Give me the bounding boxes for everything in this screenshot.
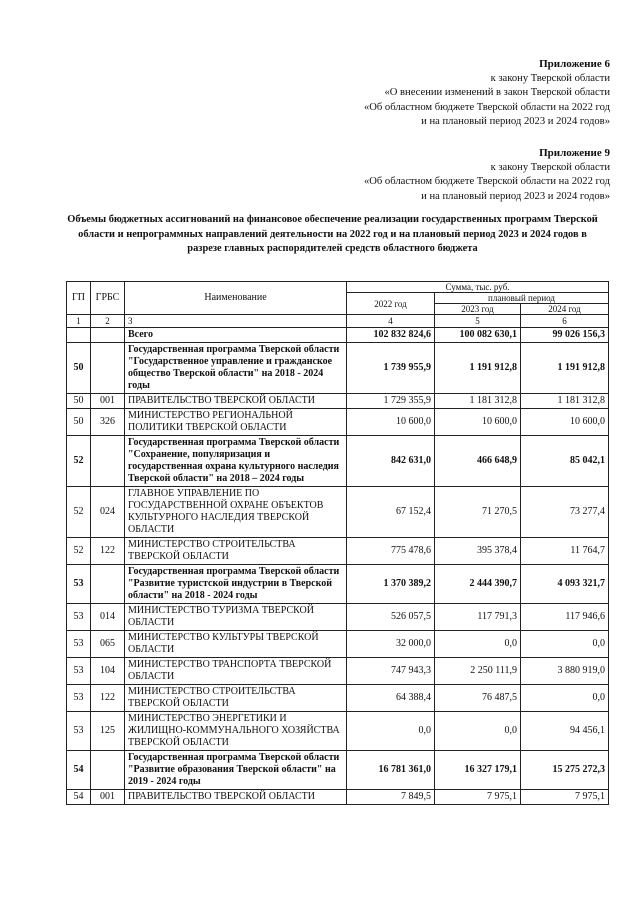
grbs-row	[67, 394, 609, 409]
appendix-9-line: и на плановый период 2023 и 2024 годов»	[421, 190, 610, 202]
row-2022: 526 057,5	[347, 604, 435, 631]
row-2022: 1 739 955,9	[347, 343, 435, 394]
row-2023: 16 327 179,1	[435, 751, 521, 790]
row-gp: 53	[67, 565, 91, 604]
row-2022: 64 388,4	[347, 685, 435, 712]
appendix-6-title: Приложение 6	[539, 58, 610, 70]
row-2024: 0,0	[521, 631, 609, 658]
row-name: МИНИСТЕРСТВО СТРОИТЕЛЬСТВА ТВЕРСКОЙ ОБЛАСТИ	[125, 685, 347, 712]
row-2022: 67 152,4	[347, 487, 435, 538]
row-2022: 842 631,0	[347, 436, 435, 487]
row-name: ПРАВИТЕЛЬСТВО ТВЕРСКОЙ ОБЛАСТИ	[125, 394, 347, 409]
row-2023: 7 975,1	[435, 790, 521, 805]
row-gp: 50	[67, 343, 91, 394]
col-num: 1	[67, 315, 91, 328]
total-gp	[67, 328, 91, 343]
row-name: Государственная программа Тверской области "Развитие туристской индустрии в Тверской области" на 2018 - 2024 годы	[125, 565, 347, 604]
program-row	[67, 565, 609, 604]
grbs-row	[67, 790, 609, 805]
row-name: Государственная программа Тверской области "Государственное управление и гражданское общество Тверской области" на 2018 - 2024 годы	[125, 343, 347, 394]
budget-table	[66, 281, 609, 805]
row-grbs: 122	[91, 538, 125, 565]
program-row	[67, 436, 609, 487]
row-2024: 73 277,4	[521, 487, 609, 538]
appendix-9-line: «Об областном бюджете Тверской области на 2022 год	[363, 176, 610, 187]
row-2023: 0,0	[435, 712, 521, 751]
header-planned: плановый период	[435, 293, 609, 304]
header-gp: ГП	[67, 282, 91, 315]
row-2024: 7 975,1	[521, 790, 609, 805]
row-2024: 11 764,7	[521, 538, 609, 565]
appendix-9-line: к закону Тверской области	[490, 161, 610, 173]
row-grbs: 104	[91, 658, 125, 685]
header-sum: Сумма, тыс. руб.	[347, 282, 609, 293]
row-gp: 52	[67, 436, 91, 487]
col-num: 2	[91, 315, 125, 328]
grbs-row	[67, 487, 609, 538]
row-name: МИНИСТЕРСТВО ЭНЕРГЕТИКИ И ЖИЛИЩНО-КОММУНАЛЬНОГО ХОЗЯЙСТВА ТВЕРСКОЙ ОБЛАСТИ	[125, 712, 347, 751]
row-2024: 117 946,6	[521, 604, 609, 631]
grbs-row	[67, 712, 609, 751]
row-2023: 0,0	[435, 631, 521, 658]
row-name: ПРАВИТЕЛЬСТВО ТВЕРСКОЙ ОБЛАСТИ	[125, 790, 347, 805]
grbs-row	[67, 658, 609, 685]
row-grbs	[91, 343, 125, 394]
grbs-row	[67, 631, 609, 658]
row-2024: 15 275 272,3	[521, 751, 609, 790]
row-2023: 395 378,4	[435, 538, 521, 565]
row-name: Государственная программа Тверской области "Развитие образования Тверской области" на 2019 - 2024 годы	[125, 751, 347, 790]
row-grbs: 024	[91, 487, 125, 538]
row-gp: 52	[67, 538, 91, 565]
col-num: 4	[347, 315, 435, 328]
total-2024: 99 026 156,3	[521, 328, 609, 343]
row-gp: 53	[67, 604, 91, 631]
header-row	[67, 282, 609, 293]
grbs-row	[67, 685, 609, 712]
row-gp: 52	[67, 487, 91, 538]
row-2022: 0,0	[347, 712, 435, 751]
appendix-6-line: «О внесении изменений в закон Тверской области	[384, 87, 610, 98]
row-gp: 53	[67, 712, 91, 751]
row-2023: 2 250 111,9	[435, 658, 521, 685]
row-grbs: 326	[91, 409, 125, 436]
row-name: МИНИСТЕРСТВО ТУРИЗМА ТВЕРСКОЙ ОБЛАСТИ	[125, 604, 347, 631]
appendix-6-line: «Об областном бюджете Тверской области на 2022 год	[363, 101, 610, 113]
appendix-6-line: и на плановый период 2023 и 2024 годов»	[421, 116, 610, 127]
row-gp: 53	[67, 658, 91, 685]
row-2022: 10 600,0	[347, 409, 435, 436]
row-2024: 3 880 919,0	[521, 658, 609, 685]
row-grbs	[91, 751, 125, 790]
row-2023: 10 600,0	[435, 409, 521, 436]
row-gp: 53	[67, 685, 91, 712]
row-grbs: 014	[91, 604, 125, 631]
grbs-row	[67, 538, 609, 565]
row-gp: 54	[67, 790, 91, 805]
row-2024: 4 093 321,7	[521, 565, 609, 604]
row-grbs	[91, 565, 125, 604]
row-2023: 1 191 912,8	[435, 343, 521, 394]
row-2022: 16 781 361,0	[347, 751, 435, 790]
header-2023: 2023 год	[435, 304, 521, 315]
grbs-row	[67, 604, 609, 631]
grbs-row	[67, 409, 609, 436]
header-2022: 2022 год	[347, 293, 435, 315]
row-2023: 1 181 312,8	[435, 394, 521, 409]
row-2023: 76 487,5	[435, 685, 521, 712]
header-2024: 2024 год	[521, 304, 609, 315]
appendix-6-line: к закону Тверской области	[490, 72, 610, 84]
total-label: Всего	[125, 328, 347, 343]
row-name: МИНИСТЕРСТВО ТРАНСПОРТА ТВЕРСКОЙ ОБЛАСТИ	[125, 658, 347, 685]
row-2022: 32 000,0	[347, 631, 435, 658]
row-2022: 747 943,3	[347, 658, 435, 685]
row-2023: 117 791,3	[435, 604, 521, 631]
row-gp: 50	[67, 409, 91, 436]
row-gp: 53	[67, 631, 91, 658]
row-grbs: 122	[91, 685, 125, 712]
row-2022: 775 478,6	[347, 538, 435, 565]
row-2022: 1 370 389,2	[347, 565, 435, 604]
row-2023: 2 444 390,7	[435, 565, 521, 604]
col-num: 6	[521, 315, 609, 328]
col-num: 3	[125, 315, 347, 328]
row-2022: 1 729 355,9	[347, 394, 435, 409]
row-2024: 1 191 912,8	[521, 343, 609, 394]
total-2022: 102 832 824,6	[347, 328, 435, 343]
row-2024: 0,0	[521, 685, 609, 712]
row-grbs: 125	[91, 712, 125, 751]
row-name: МИНИСТЕРСТВО РЕГИОНАЛЬНОЙ ПОЛИТИКИ ТВЕРСКОЙ ОБЛАСТИ	[125, 409, 347, 436]
row-2023: 71 270,5	[435, 487, 521, 538]
header-grbs: ГРБС	[91, 282, 125, 315]
appendix-6-block	[364, 57, 610, 130]
row-2024: 85 042,1	[521, 436, 609, 487]
column-number-row	[67, 315, 609, 328]
row-2024: 10 600,0	[521, 409, 609, 436]
program-row	[67, 751, 609, 790]
header-name: Наименование	[125, 282, 347, 315]
row-gp: 54	[67, 751, 91, 790]
row-grbs: 001	[91, 790, 125, 805]
row-2024: 1 181 312,8	[521, 394, 609, 409]
appendix-9-block	[364, 146, 610, 204]
total-grbs	[91, 328, 125, 343]
row-name: ГЛАВНОЕ УПРАВЛЕНИЕ ПО ГОСУДАРСТВЕННОЙ ОХРАНЕ ОБЪЕКТОВ КУЛЬТУРНОГО НАСЛЕДИЯ ТВЕРСКОЙ ОБЛАСТИ	[125, 487, 347, 538]
row-name: МИНИСТЕРСТВО КУЛЬТУРЫ ТВЕРСКОЙ ОБЛАСТИ	[125, 631, 347, 658]
total-2023: 100 082 630,1	[435, 328, 521, 343]
document-heading: Объемы бюджетных ассигнований на финансовое обеспечение реализации государственных программ Тверской области и непрограммных направлений деятельности на 2022 год и на плановый период 2023 и 2024 годов в разрезе главных распорядителей средств областного бюджета	[67, 214, 598, 254]
row-name: МИНИСТЕРСТВО СТРОИТЕЛЬСТВА ТВЕРСКОЙ ОБЛАСТИ	[125, 538, 347, 565]
col-num: 5	[435, 315, 521, 328]
row-gp: 50	[67, 394, 91, 409]
appendix-9-title: Приложение 9	[539, 147, 610, 159]
row-2023: 466 648,9	[435, 436, 521, 487]
row-grbs: 001	[91, 394, 125, 409]
total-row	[67, 328, 609, 343]
row-2022: 7 849,5	[347, 790, 435, 805]
row-grbs: 065	[91, 631, 125, 658]
row-name: Государственная программа Тверской области "Сохранение, популяризация и государственная охрана культурного наследия Тверской области" на 2018 – 2024 годы	[125, 436, 347, 487]
row-grbs	[91, 436, 125, 487]
row-2024: 94 456,1	[521, 712, 609, 751]
program-row	[67, 343, 609, 394]
